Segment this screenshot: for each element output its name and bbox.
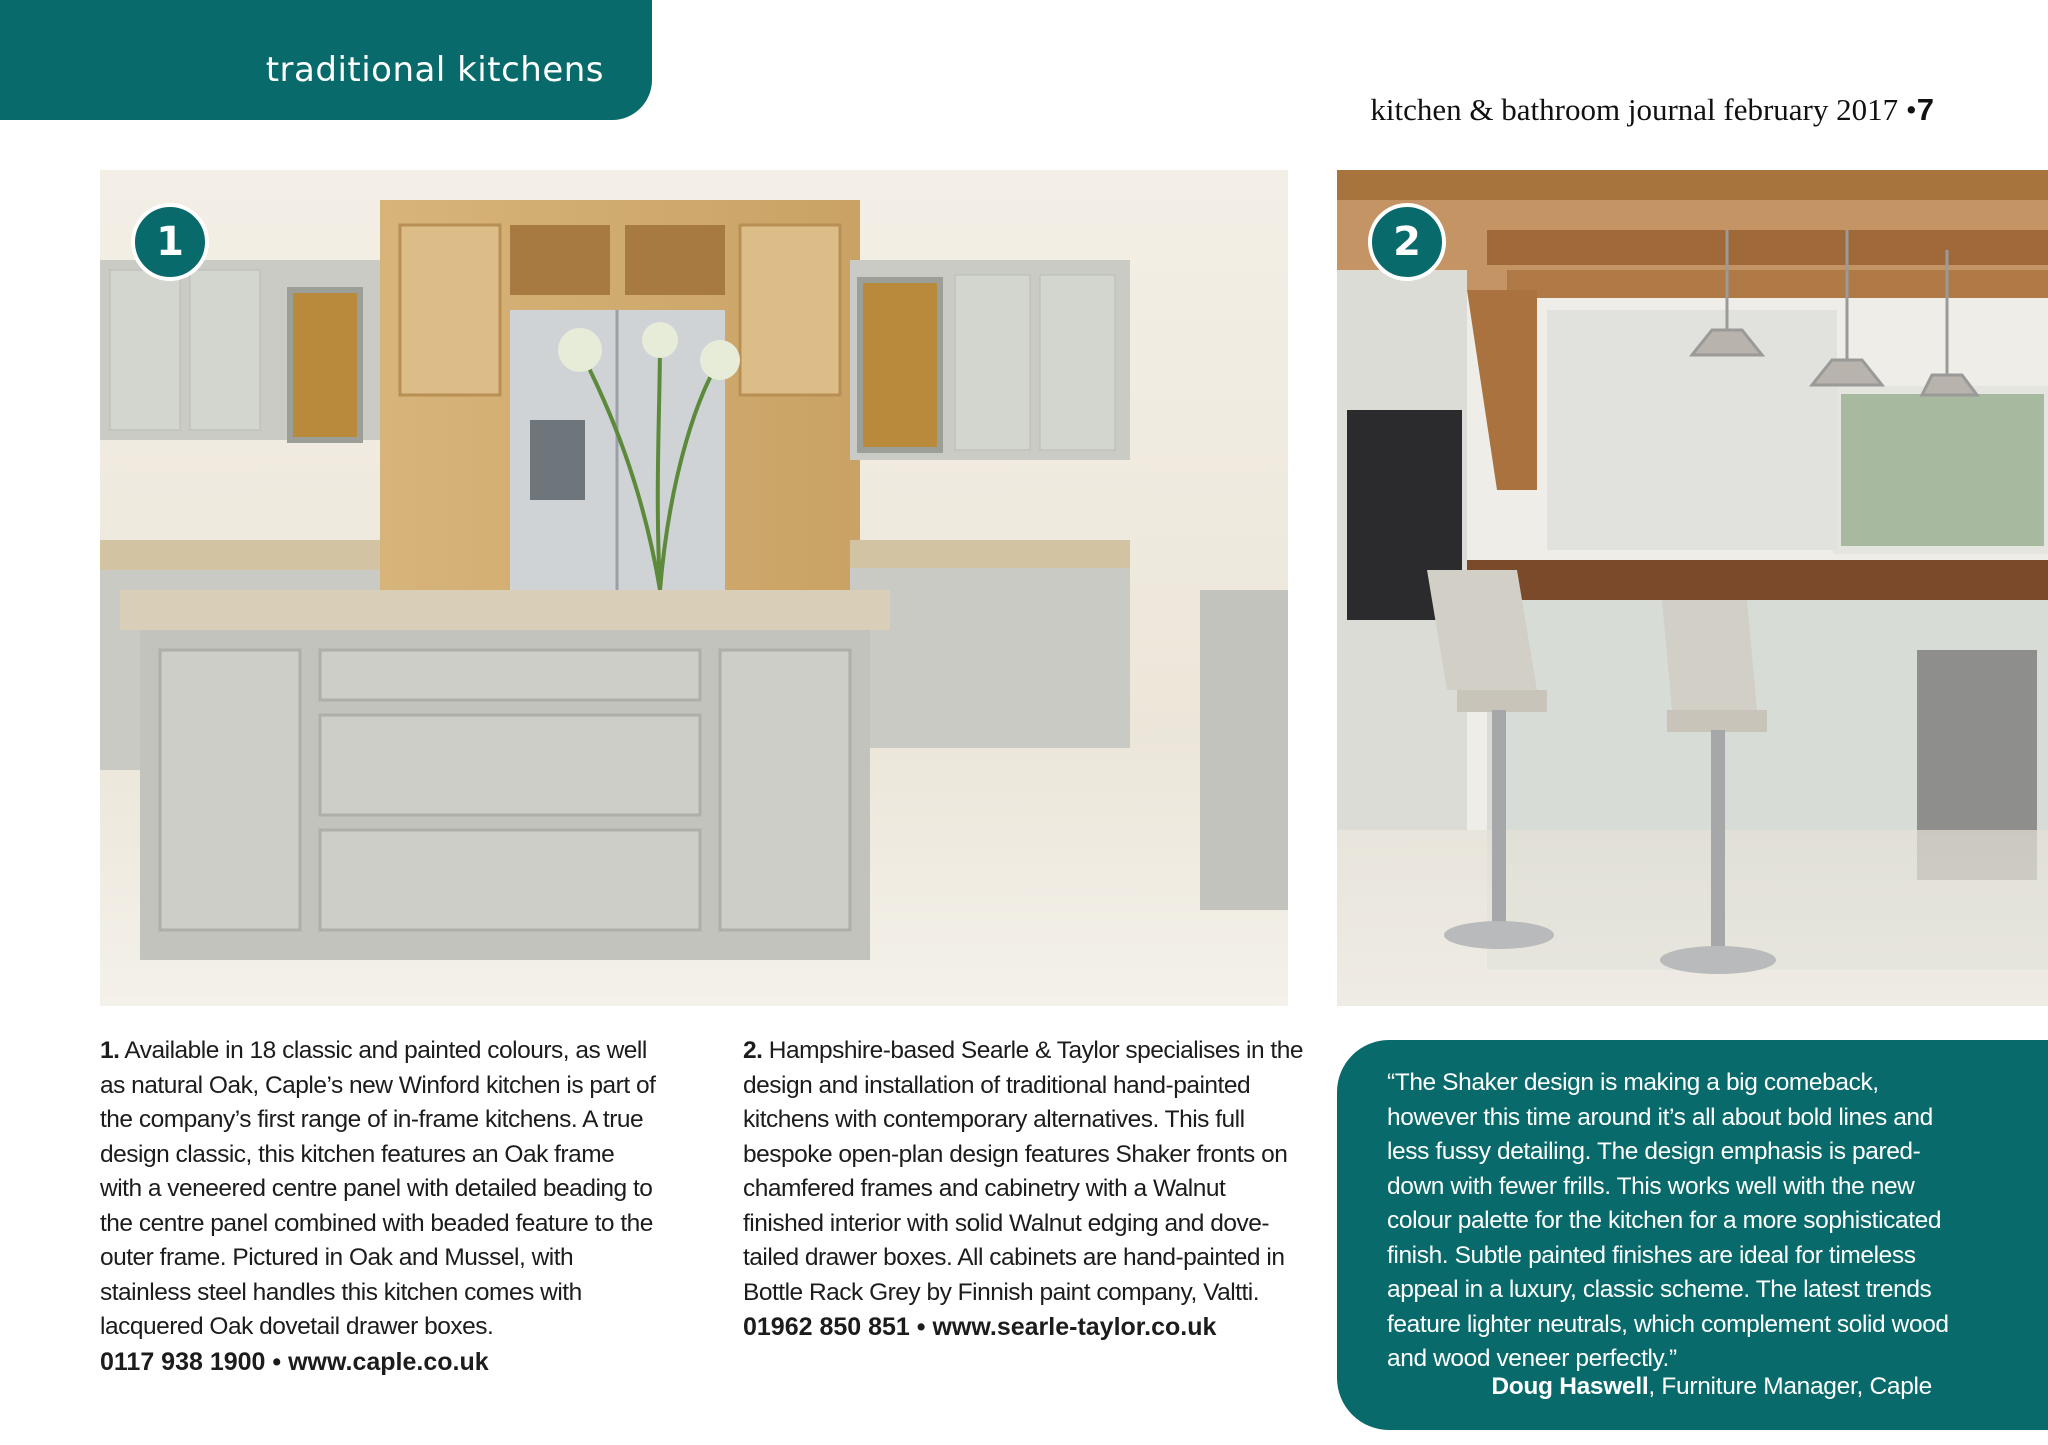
caption-number: 1. — [100, 1037, 120, 1064]
caption-contact: 0117 938 1900 • www.caple.co.uk — [100, 1347, 489, 1376]
caption-2 — [743, 1034, 1303, 1346]
journal-header — [1370, 92, 1934, 128]
quote-author: Doug Haswell — [1491, 1373, 1649, 1400]
journal-title: kitchen & bathroom journal february 2017 — [1370, 92, 1899, 127]
caption-text: Hampshire-based Searle & Taylor specialises in the design and installation of traditional hand-painted kitchens with contemporary alternatives. This full bespoke open-plan design features Shaker fronts on chamfered frames and cabinetry with a Walnut finished interior with solid Walnut edging and dove-tailed drawer boxes. All cabinets are hand-painted in Bottle Rack Grey by Finnish paint company, Valtti. — [743, 1037, 1303, 1306]
pull-quote-text: “The Shaker design is making a big comeback, however this time around it’s all about bold lines and less fussy detailing. The design emphasis is pared-down with fewer frills. This works well with the new colour palette for the kitchen for a more sophisticated finish. Subtle painted finishes are ideal for timeless appeal in a luxury, classic scheme. The latest trends feature lighter neutrals, which complement solid wood and wood veneer perfectly.” — [1387, 1069, 1949, 1372]
kitchen-photo-2 — [1337, 170, 2048, 1006]
caption-1 — [100, 1034, 660, 1380]
page-number: 7 — [1916, 92, 1934, 127]
quote-role: , Furniture Manager, Caple — [1648, 1373, 1932, 1400]
caption-contact: 01962 850 851 • www.searle-taylor.co.uk — [743, 1313, 1217, 1341]
pull-quote-attribution — [1491, 1373, 1932, 1401]
header-bullet: • — [1905, 92, 1917, 127]
caption-number: 2. — [743, 1037, 763, 1064]
section-title: traditional kitchens — [265, 50, 604, 90]
photo-number-badge-2: 2 — [1368, 203, 1446, 281]
pull-quote-box — [1337, 1040, 2048, 1430]
photo-number-badge-1: 1 — [131, 203, 209, 281]
kitchen-photo-1 — [100, 170, 1288, 1006]
caption-text: Available in 18 classic and painted colours, as well as natural Oak, Caple’s new Winford kitchen is part of the company’s first range of in-frame kitchens. A true design classic, this kitchen features an Oak frame with a veneered centre panel with detailed beading to the centre panel combined with beaded feature to the outer frame. Pictured in Oak and Mussel, with stainless steel handles this kitchen comes with lacquered Oak dovetail drawer boxes. — [100, 1037, 656, 1340]
section-tab — [0, 0, 652, 120]
